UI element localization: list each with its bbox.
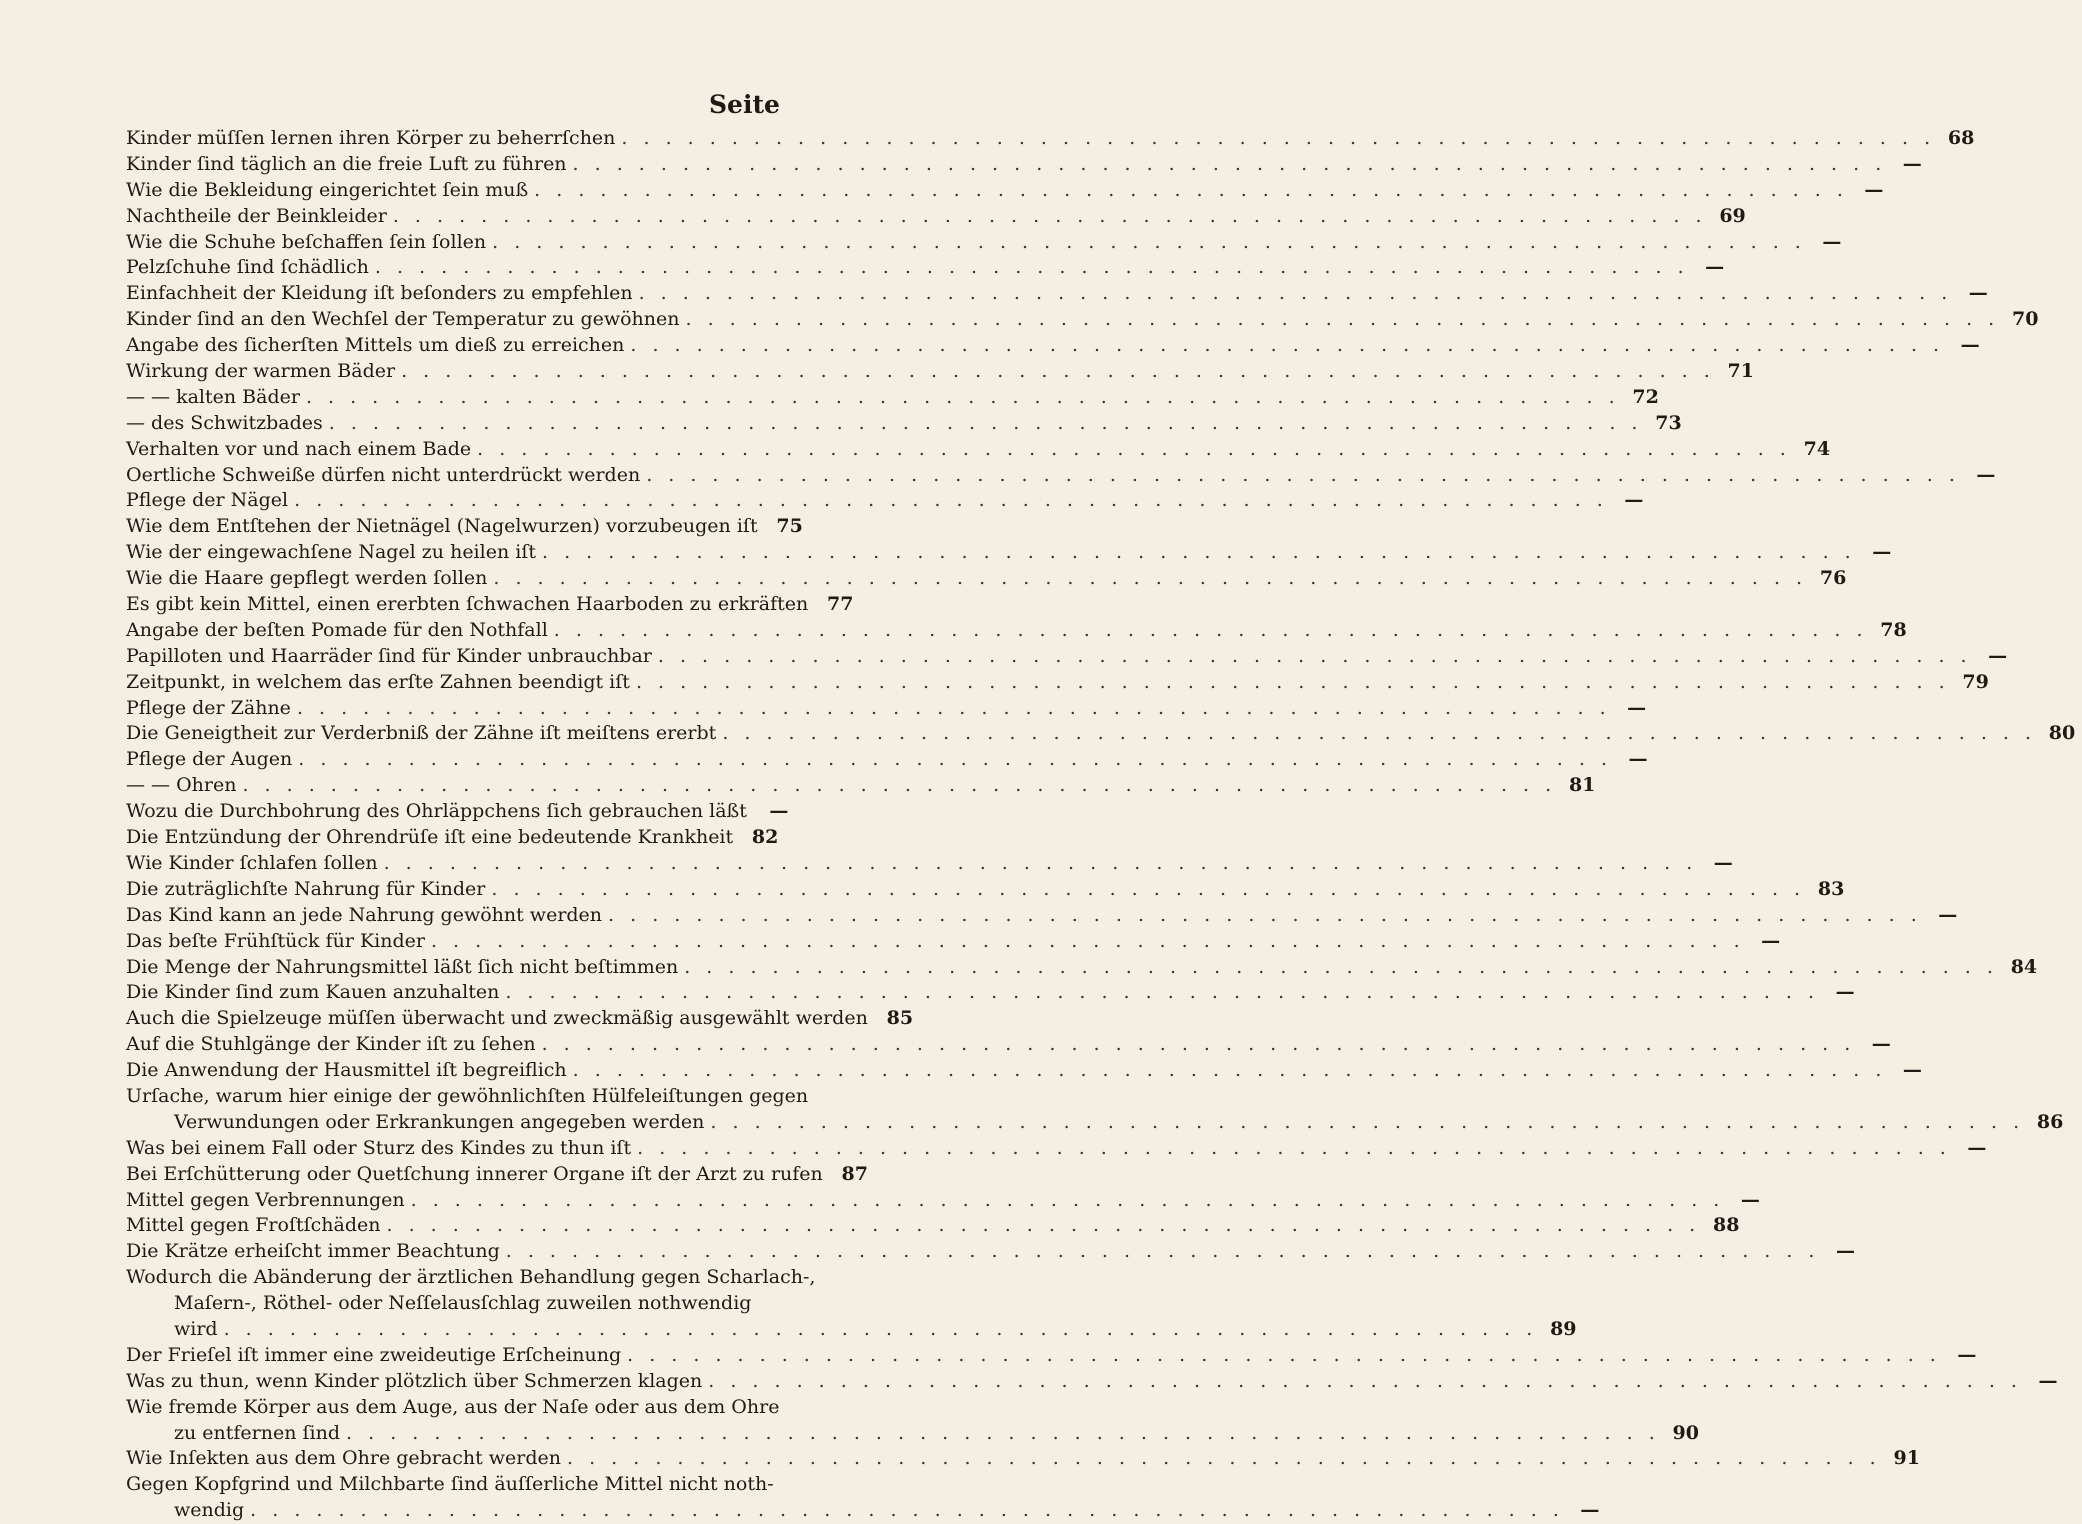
toc-entry [126, 1317, 1577, 1343]
toc-entry [126, 463, 1996, 489]
toc-entry-title: Einfachheit der Kleidung iſt beſonders zu empfehlen [126, 282, 633, 305]
toc-entry-title: Wie die Haare gepflegt werden ſollen [126, 567, 488, 590]
dot-leader [554, 618, 1868, 644]
toc-page-number: — [1628, 748, 1648, 771]
toc-page-number: 80 [2048, 722, 2076, 745]
toc-entry [126, 1343, 1977, 1369]
toc-entry-title: Die Kinder ſind zum Kauen anzuhalten [126, 981, 500, 1004]
toc-entry-title: Wie Inſekten aus dem Ohre gebracht werden [126, 1447, 562, 1470]
toc-page-number: — [1968, 282, 1988, 305]
toc-page-number: — [1580, 1499, 1600, 1522]
toc-entry [126, 411, 1682, 437]
toc-entry [126, 281, 1988, 307]
toc-page-number: — [1902, 1059, 1922, 1082]
toc-entry-title: zu entfernen ſind [174, 1421, 341, 1444]
toc-page-number: — [1938, 903, 1958, 926]
toc-entry [126, 747, 1648, 773]
toc-entry [126, 851, 1733, 877]
toc-entry [126, 1421, 1699, 1447]
toc-page-number: 85 [886, 1007, 914, 1030]
toc-entry [126, 1058, 1922, 1084]
dot-leader [658, 644, 1972, 670]
dot-leader [294, 488, 1608, 514]
toc-entry-title: Wodurch die Abänderung der ärztlichen Behandlung gegen Scharlach-, [126, 1266, 816, 1289]
toc-page-number: 87 [841, 1162, 868, 1185]
toc-entry [126, 955, 2038, 981]
toc-page-number: — [1835, 981, 1855, 1004]
dot-leader [298, 747, 1612, 773]
toc-page-number: 81 [1568, 774, 1596, 797]
toc-entry-title: — — kalten Bäder [126, 385, 300, 408]
toc-page-number: — [1872, 541, 1892, 564]
toc-page-number: — [1705, 256, 1725, 279]
toc-entry-title: Das Kind kann an jede Nahrung gewöhnt werden [126, 903, 603, 926]
toc-entry [126, 980, 1855, 1006]
toc-entry [126, 230, 1842, 256]
toc-entry [126, 799, 789, 825]
toc-entry [126, 825, 780, 851]
toc-entry [126, 333, 1980, 359]
dot-leader [393, 204, 1707, 230]
toc-page-number: 77 [827, 593, 854, 616]
dot-leader [567, 1446, 1881, 1472]
dot-leader [534, 178, 1848, 204]
dot-leader [242, 773, 1556, 799]
toc-page-number: — [1761, 929, 1781, 952]
toc-entry [126, 126, 1975, 152]
toc-entry [126, 178, 1884, 204]
toc-page-number: 91 [1893, 1447, 1920, 1470]
toc-entry-title: Verwundungen oder Erkrankungen angegeben werden [174, 1110, 705, 1133]
toc-entry-title: Kinder ſind täglich an die freie Luft zu führen [126, 152, 567, 175]
toc-entry [126, 566, 1847, 592]
toc-page-number: — [1835, 1240, 1855, 1263]
dot-leader [375, 255, 1689, 281]
toc-entry-title: Verhalten vor und nach einem Bade [126, 437, 472, 460]
dot-leader [542, 1032, 1856, 1058]
toc-entry-title: Pflege der Augen [126, 748, 293, 771]
toc-page-number: — [1902, 152, 1922, 175]
toc-entry-title: Wie der eingewachſene Nagel zu heilen iſt [126, 541, 536, 564]
toc-page-number: — [1864, 178, 1884, 201]
toc-entry-title: Auf die Stuhlgänge der Kinder iſt zu ſehen [126, 1033, 536, 1056]
toc-entry [126, 1265, 816, 1291]
toc-entry [126, 877, 1845, 903]
toc-entry [126, 592, 854, 618]
toc-entry-title: wendig [174, 1499, 245, 1522]
dot-leader [573, 152, 1887, 178]
toc-page-number: — [1740, 1188, 1760, 1211]
toc-entry-title: Pelzſchuhe ſind ſchädlich [126, 256, 369, 279]
dot-leader [630, 333, 1944, 359]
toc-entry-title: Das beſte Frühſtück für Kinder [126, 929, 425, 952]
toc-entry-title: Mittel gegen Froſtſchäden [126, 1214, 381, 1237]
toc-entry [126, 1006, 914, 1032]
toc-page-number: 88 [1713, 1214, 1740, 1237]
toc-entry [126, 1291, 780, 1317]
toc-entry [126, 204, 1746, 230]
toc-entry [126, 696, 1647, 722]
toc-entry [126, 437, 1831, 463]
toc-page-number: 74 [1803, 437, 1831, 460]
toc-entry [126, 1446, 1920, 1472]
dot-leader [431, 929, 1745, 955]
toc-page-number: — [1713, 851, 1733, 874]
toc-entry-title: Was bei einem Fall oder Sturz des Kindes zu thun iſt [126, 1136, 632, 1159]
toc-page-number: 76 [1819, 567, 1847, 590]
dot-leader [542, 540, 1856, 566]
toc-entry-title: Was zu thun, wenn Kinder plötzlich über Schmerzen klagen [126, 1369, 703, 1392]
toc-entry-title: Die Krätze erheiſcht immer Beachtung [126, 1240, 500, 1263]
toc-entry-title: Wozu die Durchbohrung des Ohrläppchens ſich gebrauchen läßt [126, 800, 747, 823]
dot-leader [224, 1317, 1538, 1343]
table-of-contents [126, 126, 2076, 1524]
toc-entry [126, 514, 803, 540]
toc-page-number: 73 [1655, 411, 1682, 434]
toc-entry-title: Die zuträglichſte Nahrung für Kinder [126, 877, 486, 900]
toc-entry-title: Oertliche Schweiße dürfen nicht unterdrückt werden [126, 463, 641, 486]
toc-page-number: — [2038, 1369, 2058, 1392]
toc-page-number: — [1627, 696, 1647, 719]
toc-entry-title: Nachtheile der Beinkleider [126, 204, 387, 227]
toc-entry [126, 1110, 2064, 1136]
toc-entry [126, 1162, 868, 1188]
toc-entry-title: Die Menge der Nahrungsmittel läßt ſich nicht beſtimmen [126, 955, 679, 978]
dot-leader [573, 1058, 1887, 1084]
toc-entry [126, 1084, 809, 1110]
dot-leader [346, 1421, 1660, 1447]
toc-entry-title: Pflege der Zähne [126, 696, 291, 719]
toc-entry [126, 385, 1659, 411]
toc-entry [126, 1369, 2058, 1395]
page-column-header: Seite [709, 90, 780, 119]
toc-page-number: 75 [776, 515, 803, 538]
dot-leader [387, 1213, 1701, 1239]
toc-entry-title: Es gibt kein Mittel, einen ererbten ſchwachen Haarboden zu erkräften [126, 593, 809, 616]
toc-entry-title: Angabe des ſicherſten Mittels um dieß zu erreichen [126, 334, 625, 357]
toc-entry [126, 903, 1958, 929]
dot-leader [639, 281, 1953, 307]
toc-page-number: 89 [1550, 1317, 1577, 1340]
toc-entry [126, 488, 1644, 514]
toc-page-number: — [1822, 230, 1842, 253]
dot-leader [505, 980, 1819, 1006]
toc-entry-title: Die Entzündung der Ohrendrüſe iſt eine bedeutende Krankheit [126, 826, 734, 849]
dot-leader [492, 230, 1806, 256]
toc-entry [126, 1136, 1987, 1162]
toc-entry [126, 1498, 1600, 1524]
toc-entry [126, 773, 1596, 799]
toc-page-number: 78 [1880, 618, 1907, 641]
toc-entry-title: Die Geneigtheit zur Verderbniß der Zähne iſt meiſtens ererbt [126, 722, 717, 745]
toc-entry-title: — des Schwitzbades [126, 411, 323, 434]
toc-entry-title: Wie fremde Körper aus dem Auge, aus der Naſe oder aus dem Ohre [126, 1395, 780, 1418]
toc-page-number: — [1976, 463, 1996, 486]
dot-leader [637, 1136, 1951, 1162]
toc-entry [126, 152, 1922, 178]
toc-entry-title: Kinder ſind an den Wechſel der Temperatur zu gewöhnen [126, 308, 680, 331]
toc-entry-title: wird [174, 1317, 218, 1340]
toc-page-number: 71 [1727, 360, 1754, 383]
toc-page-number: 86 [2036, 1110, 2064, 1133]
dot-leader [710, 1110, 2024, 1136]
toc-entry [126, 644, 2008, 670]
toc-entry-title: Angabe der beſten Pomade für den Nothfall [126, 618, 548, 641]
toc-entry [126, 255, 1725, 281]
toc-entry [126, 540, 1892, 566]
toc-page-number: — [1988, 644, 2008, 667]
dot-leader [506, 1239, 1820, 1265]
toc-entry [126, 307, 2039, 333]
dot-leader [384, 851, 1698, 877]
dot-leader [708, 1369, 2022, 1395]
toc-page-number: 79 [1962, 670, 1989, 693]
toc-page-number: — [1967, 1136, 1987, 1159]
toc-entry-title: Der Frieſel iſt immer eine zweideutige Erſcheinung [126, 1343, 622, 1366]
toc-entry-title: Wie die Schuhe beſchaffen ſein ſollen [126, 230, 487, 253]
toc-entry [126, 1188, 1760, 1214]
dot-leader [401, 359, 1715, 385]
toc-entry-title: Gegen Kopfgrind und Milchbarte ſind äuſſerliche Mittel nicht noth- [126, 1473, 774, 1496]
toc-entry [126, 1213, 1740, 1239]
toc-page-number: — [1960, 334, 1980, 357]
toc-entry-title: Maſern-, Röthel- oder Neſſelausſchlag zuweilen nothwendig [174, 1292, 752, 1315]
toc-page-number: 69 [1719, 204, 1746, 227]
dot-leader [491, 877, 1805, 903]
dot-leader [621, 126, 1935, 152]
dot-leader [477, 437, 1791, 463]
toc-entry-title: Die Anwendung der Hausmittel iſt begreiflich [126, 1059, 567, 1082]
toc-page-number: 90 [1672, 1421, 1699, 1444]
toc-entry-title: Mittel gegen Verbrennungen [126, 1188, 405, 1211]
toc-entry [126, 1472, 780, 1498]
toc-page-number: 68 [1947, 127, 1975, 149]
toc-page-number: 82 [751, 826, 779, 849]
toc-entry [126, 1032, 1891, 1058]
toc-page-number: — [1624, 489, 1644, 512]
toc-entry-title: — — Ohren [126, 774, 237, 797]
toc-page-number: 83 [1817, 877, 1845, 900]
toc-entry [126, 1395, 780, 1421]
toc-entry [126, 670, 1989, 696]
toc-page-number: — [1957, 1343, 1977, 1366]
toc-entry-title: Wie dem Entſtehen der Nietnägel (Nagelwurzen) vorzubeugen iſt [126, 515, 758, 538]
dot-leader [722, 721, 2036, 747]
dot-leader [686, 307, 2000, 333]
toc-entry-title: Wie Kinder ſchlafen ſollen [126, 851, 378, 874]
dot-leader [329, 411, 1643, 437]
toc-entry [126, 929, 1781, 955]
toc-entry-title: Auch die Spielzeuge müſſen überwacht und zweckmäßig ausgewählt werden [126, 1007, 868, 1030]
toc-entry-title: Wirkung der warmen Bäder [126, 360, 396, 383]
toc-entry [126, 721, 2076, 747]
dot-leader [684, 955, 1998, 981]
toc-entry [126, 618, 1907, 644]
dot-leader [627, 1343, 1941, 1369]
dot-leader [306, 385, 1620, 411]
dot-leader [493, 566, 1807, 592]
toc-entry-title: Urſache, warum hier einige der gewöhnlichſten Hülfeleiſtungen gegen [126, 1084, 809, 1107]
dot-leader [636, 670, 1950, 696]
toc-entry-title: Pflege der Nägel [126, 489, 289, 512]
toc-page-number: 72 [1632, 385, 1659, 408]
toc-entry-title: Wie die Bekleidung eingerichtet ſein muß [126, 178, 529, 201]
toc-entry-title: Kinder müſſen lernen ihren Körper zu beherrſchen [126, 127, 616, 149]
dot-leader [297, 696, 1611, 722]
toc-entry [126, 359, 1754, 385]
toc-page-number: 84 [2010, 955, 2038, 978]
dot-leader [250, 1498, 1564, 1524]
dot-leader [646, 463, 1960, 489]
toc-page-number: — [1871, 1033, 1891, 1056]
toc-entry-title: Bei Erſchütterung oder Quetſchung innerer Organe iſt der Arzt zu rufen [126, 1162, 823, 1185]
dot-leader [608, 903, 1922, 929]
toc-entry [126, 1239, 1855, 1265]
toc-page-number: — [769, 800, 789, 823]
toc-page-number: 70 [2012, 308, 2039, 331]
toc-entry-title: Papilloten und Haarräder ſind für Kinder unbrauchbar [126, 644, 652, 667]
dot-leader [411, 1188, 1725, 1214]
toc-entry-title: Zeitpunkt, in welchem das erſte Zahnen beendigt iſt [126, 670, 630, 693]
